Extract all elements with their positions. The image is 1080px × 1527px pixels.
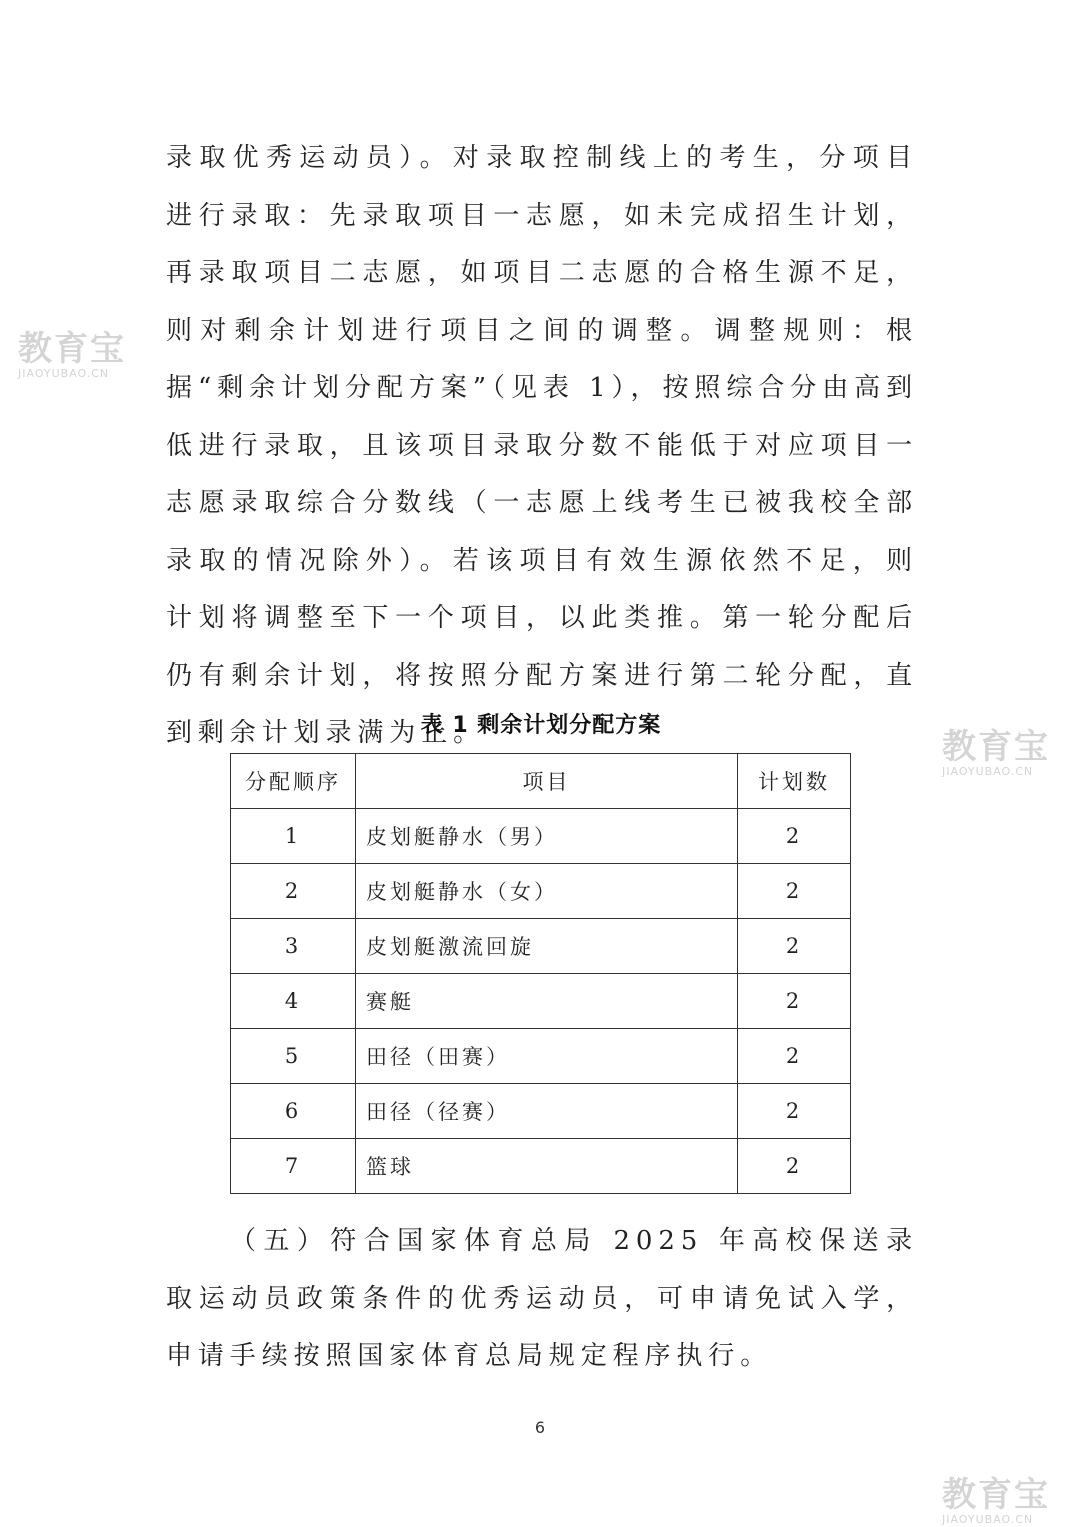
watermark-logo (942, 1475, 1050, 1526)
cell-quota: 2 (738, 1029, 851, 1084)
table-row (231, 974, 851, 1029)
header-quota: 计划数 (738, 754, 851, 809)
cell-quota: 2 (738, 919, 851, 974)
watermark-text: 教育宝 (942, 727, 1050, 767)
cell-item: 赛艇 (356, 974, 738, 1029)
cell-quota: 2 (738, 974, 851, 1029)
watermark-logo (18, 329, 126, 380)
watermark-logo (942, 727, 1050, 778)
table-row (231, 809, 851, 864)
cell-item: 皮划艇静水（男） (356, 809, 738, 864)
watermark-domain: JIAOYUBAO.CN (942, 1513, 1034, 1526)
cell-item: 皮划艇激流回旋 (356, 919, 738, 974)
table-row (231, 1139, 851, 1194)
cell-quota: 2 (738, 1084, 851, 1139)
cell-order: 6 (231, 1084, 356, 1139)
cell-quota: 2 (738, 864, 851, 919)
cell-order: 1 (231, 809, 356, 864)
cell-order: 2 (231, 864, 356, 919)
table-header-row (231, 754, 851, 809)
cell-item: 篮球 (356, 1139, 738, 1194)
watermark-text: 教育宝 (18, 329, 126, 369)
body-paragraph: 录取优秀运动员）。对录取控制线上的考生，分项目进行录取：先录取项目一志愿，如未完成招生计划，再录取项目二志愿，如项目二志愿的合格生源不足，则对剩余计划进行项目之间的调整。调整规则：根据“剩余计划分配方案”（见表 1），按照综合分由高到低进行录取，且该项目录取分数不能低于对应项目一志愿录取综合分数线（一志愿上线考生已被我校全部录取的情况除外）。若该项目有效生源依然不足，则计划将调整至下一个项目，以此类推。第一轮分配后仍有剩余计划，将按照分配方案进行第二轮分配，直到剩余计划录满为止。 (166, 143, 918, 748)
cell-order: 3 (231, 919, 356, 974)
page-number: 6 (534, 1418, 546, 1437)
cell-order: 4 (231, 974, 356, 1029)
cell-quota: 2 (738, 1139, 851, 1194)
cell-order: 7 (231, 1139, 356, 1194)
cell-item: 皮划艇静水（女） (356, 864, 738, 919)
table-row (231, 1029, 851, 1084)
header-item: 项目 (356, 754, 738, 809)
body-paragraph: （五）符合国家体育总局 2025 年高校保送录取运动员政策条件的优秀运动员，可申请免试入学，申请手续按照国家体育总局规定程序执行。 (166, 1226, 918, 1371)
table-caption: 表 1 剩余计划分配方案 (420, 713, 662, 738)
table-row (231, 919, 851, 974)
watermark-text: 教育宝 (942, 1475, 1050, 1515)
cell-item: 田径（田赛） (356, 1029, 738, 1084)
table-row (231, 864, 851, 919)
cell-item: 田径（径赛） (356, 1084, 738, 1139)
watermark-domain: JIAOYUBAO.CN (18, 367, 110, 380)
watermark-domain: JIAOYUBAO.CN (942, 765, 1034, 778)
header-order: 分配顺序 (231, 754, 356, 809)
table-row (231, 1084, 851, 1139)
cell-order: 5 (231, 1029, 356, 1084)
allocation-table (230, 753, 851, 1194)
cell-quota: 2 (738, 809, 851, 864)
